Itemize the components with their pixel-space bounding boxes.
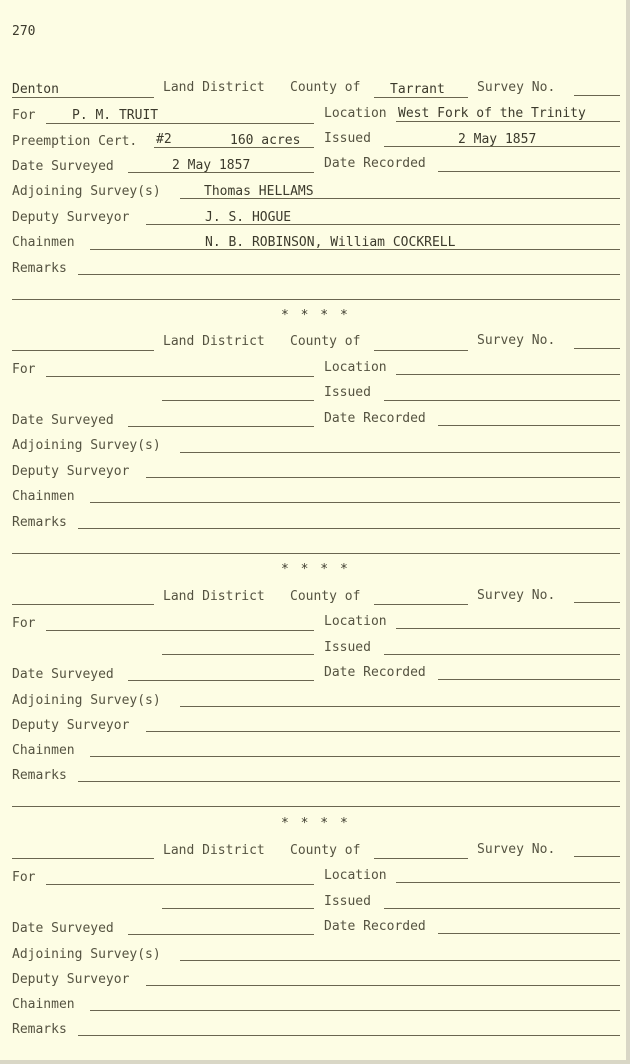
chainmen-label: Chainmen bbox=[12, 997, 75, 1012]
page-number: 270 bbox=[12, 24, 36, 39]
survey-no-line bbox=[574, 95, 620, 96]
separator-2: * * * * bbox=[281, 562, 350, 577]
chainmen-line bbox=[90, 1010, 620, 1011]
issued-line bbox=[384, 908, 620, 909]
deputy-label: Deputy Surveyor bbox=[12, 972, 130, 987]
county-line bbox=[374, 97, 468, 98]
location-line bbox=[396, 121, 620, 122]
for-label: For bbox=[12, 870, 36, 885]
deputy-value: J. S. HOGUE bbox=[205, 210, 292, 225]
location-label: Location bbox=[324, 106, 387, 121]
cert-line bbox=[162, 400, 314, 401]
chainmen-label: Chainmen bbox=[12, 235, 75, 250]
date-surveyed-line bbox=[128, 680, 314, 681]
land-district-line bbox=[12, 350, 154, 351]
date-surveyed-label: Date Surveyed bbox=[12, 413, 114, 428]
date-recorded-label: Date Recorded bbox=[324, 156, 426, 171]
separator-3: * * * * bbox=[281, 816, 350, 831]
for-label: For bbox=[12, 362, 36, 377]
survey-no-line bbox=[574, 856, 620, 857]
deputy-label: Deputy Surveyor bbox=[12, 210, 130, 225]
land-district-label: Land District bbox=[163, 589, 265, 604]
deputy-line bbox=[146, 985, 620, 986]
issued-line bbox=[384, 654, 620, 655]
location-label: Location bbox=[324, 360, 387, 375]
chainmen-label: Chainmen bbox=[12, 743, 75, 758]
date-surveyed-label: Date Surveyed bbox=[12, 159, 114, 174]
county-label: County of bbox=[290, 334, 361, 349]
chainmen-line bbox=[90, 756, 620, 757]
date-recorded-line bbox=[438, 425, 620, 426]
remarks-label: Remarks bbox=[12, 768, 67, 783]
for-line bbox=[46, 376, 314, 377]
issued-line bbox=[384, 400, 620, 401]
date-recorded-line bbox=[438, 933, 620, 934]
remarks-line-2 bbox=[12, 299, 620, 300]
date-surveyed-value: 2 May 1857 bbox=[172, 158, 251, 173]
county-line bbox=[374, 858, 468, 859]
survey-no-line bbox=[574, 348, 620, 349]
land-district-line bbox=[12, 858, 154, 859]
for-label: For bbox=[12, 616, 36, 631]
issued-label: Issued bbox=[324, 131, 371, 146]
adjoining-line bbox=[180, 706, 620, 707]
county-value: Tarrant bbox=[390, 82, 445, 97]
chainmen-line bbox=[90, 249, 620, 250]
issued-value: 2 May 1857 bbox=[458, 132, 537, 147]
survey-no-line bbox=[574, 602, 620, 603]
date-recorded-label: Date Recorded bbox=[324, 665, 426, 680]
deputy-line bbox=[146, 477, 620, 478]
county-line bbox=[374, 350, 468, 351]
remarks-line bbox=[78, 781, 620, 782]
location-label: Location bbox=[324, 868, 387, 883]
survey-no-label: Survey No. bbox=[477, 842, 556, 857]
chainmen-label: Chainmen bbox=[12, 489, 75, 504]
deputy-line bbox=[146, 224, 620, 225]
location-value: West Fork of the Trinity bbox=[398, 106, 586, 121]
location-line bbox=[396, 374, 620, 375]
land-district-line bbox=[12, 97, 154, 98]
deputy-line bbox=[146, 731, 620, 732]
remarks-label: Remarks bbox=[12, 1022, 67, 1037]
location-line bbox=[396, 882, 620, 883]
deputy-label: Deputy Surveyor bbox=[12, 718, 130, 733]
cert-number-value: #2 bbox=[156, 132, 172, 147]
date-recorded-label: Date Recorded bbox=[324, 411, 426, 426]
adjoining-line bbox=[180, 960, 620, 961]
for-line bbox=[46, 884, 314, 885]
issued-label: Issued bbox=[324, 640, 371, 655]
remarks-line bbox=[78, 274, 620, 275]
remarks-line-2 bbox=[12, 806, 620, 807]
deputy-label: Deputy Surveyor bbox=[12, 464, 130, 479]
adjoining-line bbox=[180, 198, 620, 199]
cert-line bbox=[162, 908, 314, 909]
date-recorded-line bbox=[438, 171, 620, 172]
county-line bbox=[374, 604, 468, 605]
land-district-label: Land District bbox=[163, 334, 265, 349]
for-line bbox=[46, 123, 314, 124]
adjoining-line bbox=[180, 452, 620, 453]
remarks-line bbox=[78, 528, 620, 529]
issued-line bbox=[384, 146, 620, 147]
adjoining-value: Thomas HELLAMS bbox=[204, 184, 314, 199]
date-surveyed-label: Date Surveyed bbox=[12, 921, 114, 936]
separator-1: * * * * bbox=[281, 308, 350, 323]
remarks-line bbox=[78, 1035, 620, 1036]
adjoining-label: Adjoining Survey(s) bbox=[12, 693, 161, 708]
date-recorded-line bbox=[438, 679, 620, 680]
date-surveyed-line bbox=[128, 172, 314, 173]
land-district-label: Land District bbox=[163, 80, 265, 95]
remarks-label: Remarks bbox=[12, 515, 67, 530]
date-surveyed-label: Date Surveyed bbox=[12, 667, 114, 682]
chainmen-line bbox=[90, 502, 620, 503]
cert-line bbox=[162, 654, 314, 655]
land-district-label: Land District bbox=[163, 843, 265, 858]
date-surveyed-line bbox=[128, 426, 314, 427]
preemption-cert-label: Preemption Cert. bbox=[12, 134, 138, 149]
for-label: For bbox=[12, 108, 36, 123]
county-label: County of bbox=[290, 843, 361, 858]
location-line bbox=[396, 628, 620, 629]
survey-no-label: Survey No. bbox=[477, 588, 556, 603]
county-label: County of bbox=[290, 80, 361, 95]
chainmen-value: N. B. ROBINSON, William COCKRELL bbox=[205, 235, 456, 250]
date-surveyed-line bbox=[128, 934, 314, 935]
adjoining-label: Adjoining Survey(s) bbox=[12, 438, 161, 453]
date-recorded-label: Date Recorded bbox=[324, 919, 426, 934]
county-label: County of bbox=[290, 589, 361, 604]
for-value: P. M. TRUIT bbox=[72, 108, 159, 123]
remarks-line-2 bbox=[12, 553, 620, 554]
adjoining-label: Adjoining Survey(s) bbox=[12, 947, 161, 962]
location-label: Location bbox=[324, 614, 387, 629]
survey-no-label: Survey No. bbox=[477, 80, 556, 95]
land-district-value: Denton bbox=[12, 82, 59, 97]
for-line bbox=[46, 630, 314, 631]
issued-label: Issued bbox=[324, 894, 371, 909]
adjoining-label: Adjoining Survey(s) bbox=[12, 184, 161, 199]
cert-line bbox=[154, 147, 314, 148]
acres-value: 160 acres bbox=[230, 133, 301, 148]
land-district-line bbox=[12, 604, 154, 605]
survey-no-label: Survey No. bbox=[477, 333, 556, 348]
remarks-label: Remarks bbox=[12, 261, 67, 276]
issued-label: Issued bbox=[324, 385, 371, 400]
